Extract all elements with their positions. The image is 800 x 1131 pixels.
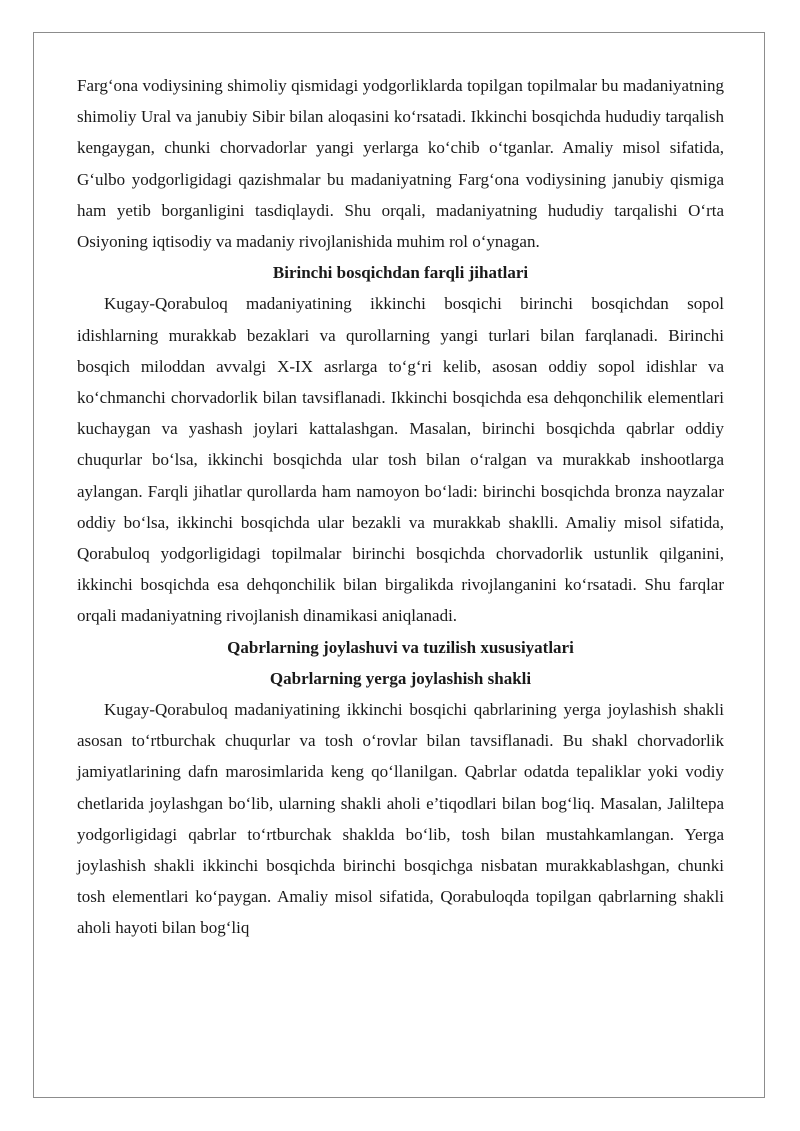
heading-differences-from-first-stage: Birinchi bosqichdan farqli jihatlari (272, 263, 529, 283)
paragraph-regional-spread: Farg‘ona vodiysining shimoliy qismidagi yodgorliklarda topilgan topilmalar bu madaniyatning shimoliy Ural va janubiy Sibir bilan aloqasini ko‘rsatadi. Ikkinchi bosqichda hududiy tarqalish kengaygan, chunki chorvadorlar yangi yerlarga ko‘chib o‘tganlar. Amaliy misol sifatida, G‘ulbo yodgorligidagi qazishmalar bu madaniyatning Farg‘ona vodiysining janubiy qismiga ham yetib borganligini tasdiqlaydi. Shu orqali, madaniyatning hududiy tarqalishi O‘rta Osiyoning iqtisodiy va madaniy rivojlanishida muhim rol o‘ynagan. (77, 76, 724, 252)
document-body (77, 70, 724, 944)
heading-graves-ground-shape: Qabrlarning yerga joylashish shakli (269, 668, 532, 688)
paragraph-stage-differences: Kugay-Qorabuloq madaniyatining ikkinchi bosqichi birinchi bosqichdan sopol idishlarning murakkab bezaklari va qurollarning yangi turlari bilan farqlanadi. Birinchi bosqich miloddan avvalgi X-IX asrlarga to‘g‘ri kelib, asosan oddiy sopol idishlar va ko‘chmanchi chorvadorlik bilan tavsiflanadi. Ikkinchi bosqichda esa dehqonchilik elementlari kuchaygan va yashash joylari kattalashgan. Masalan, birinchi bosqichda qabrlar oddiy chuqurlar bo‘lsa, ikkinchi bosqichda ular tosh bilan o‘ralgan va murakkab inshootlarga aylangan. Farqli jihatlar qurollarda ham namoyon bo‘ladi: birinchi bosqichda bronza nayzalar oddiy bo‘lsa, ikkinchi bosqichda ular bezakli va murakkab shaklli. Amaliy misol sifatida, Qorabuloq yodgorligidagi topilmalar birinchi bosqichda chorvadorlik ustunlik qilganini, ikkinchi bosqichda esa dehqonchilik bilan birgalikda rivojlanganini ko‘rsatadi. Shu farqlar orqali madaniyatning rivojlanish dinamikasi aniqlanadi. (77, 294, 724, 626)
heading-graves-location-structure: Qabrlarning joylashuvi va tuzilish xususiyatlari (227, 637, 574, 657)
paragraph-graves-shape: Kugay-Qorabuloq madaniyatining ikkinchi bosqichi qabrlarining yerga joylashish shakli asosan to‘rtburchak chuqurlar va tosh o‘rovlar bilan tavsiflanadi. Bu shakl chorvadorlik jamiyatlarining dafn marosimlarida keng qo‘llanilgan. Qabrlar odatda tepaliklar yoki vodiy chetlarida joylashgan bo‘lib, ularning shakli aholi e’tiqodlari bilan bog‘liq. Masalan, Jaliltepa yodgorligidagi qabrlar to‘rtburchak shaklda bo‘lib, tosh bilan mustahkamlangan. Yerga joylashish shakli ikkinchi bosqichda birinchi bosqichga nisbatan murakkablashgan, chunki tosh elementlari ko‘paygan. Amaliy misol sifatida, Qorabuloqda topilgan qabrlarning shakli aholi hayoti bilan bog‘liq (77, 700, 724, 938)
